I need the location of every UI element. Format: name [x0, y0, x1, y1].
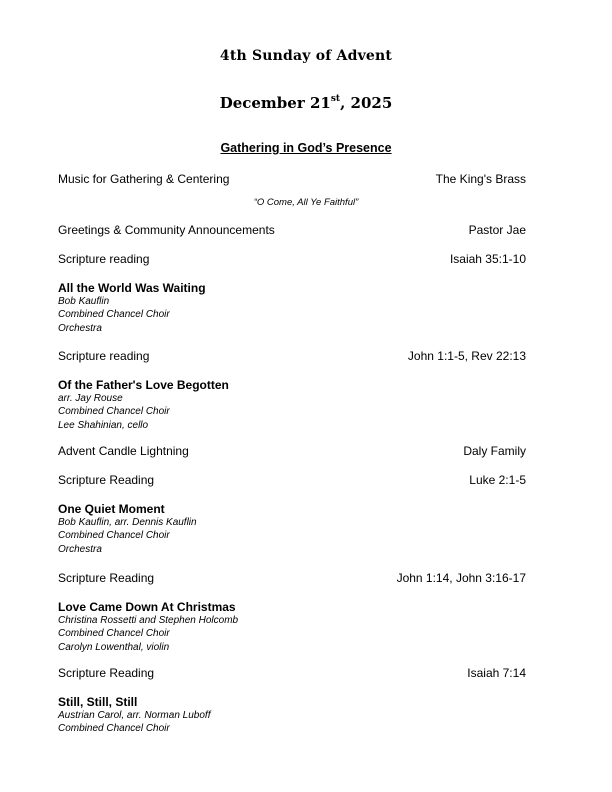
order-item-scripture-3	[58, 473, 526, 488]
anthem-credit: Orchestra	[58, 322, 102, 334]
scripture-reference: Isaiah 35:1-10	[449, 252, 526, 266]
anthem-title: Still, Still, Still	[58, 695, 138, 709]
order-item-label: Music for Gathering & Centering	[58, 172, 230, 186]
anthem-title: Of the Father's Love Begotten	[58, 378, 229, 392]
order-item-scripture-1	[58, 252, 526, 267]
anthem-credit: Bob Kauflin	[58, 296, 110, 307]
anthem-credit: Combined Chancel Choir	[58, 628, 170, 640]
date-prefix: December 21	[219, 94, 331, 112]
order-item-label: Scripture Reading	[58, 666, 155, 680]
date-suffix-ordinal: st	[330, 94, 341, 104]
date-year: , 2025	[340, 94, 393, 112]
anthem-credit: Austrian Carol, arr. Norman Luboff	[58, 710, 211, 721]
order-item-scripture-5	[58, 666, 526, 681]
anthem-credit: Combined Chancel Choir	[58, 723, 170, 735]
order-item-label: Scripture reading	[58, 252, 150, 266]
scripture-reference: John 1:14, John 3:16-17	[396, 571, 526, 585]
anthem-credit: Bob Kauflin, arr. Dennis Kauflin	[58, 517, 197, 528]
order-item-scripture-4	[58, 571, 526, 586]
service-title: 4th Sunday of Advent	[219, 48, 393, 64]
anthem-title: One Quiet Moment	[58, 502, 165, 516]
scripture-reference: Isaiah 7:14	[467, 666, 526, 680]
order-item-label: Scripture Reading	[58, 473, 155, 487]
anthem-credit: Combined Chancel Choir	[58, 406, 170, 418]
anthem-credit: Combined Chancel Choir	[58, 309, 170, 321]
order-item-label: Advent Candle Lightning	[58, 444, 189, 458]
order-item-leader: Daly Family	[463, 444, 526, 458]
anthem-credit: arr. Jay Rouse	[58, 393, 123, 404]
order-item-music-gathering	[58, 172, 526, 187]
section-heading: Gathering in God’s Presence	[220, 141, 392, 155]
order-item-label: Scripture Reading	[58, 571, 155, 585]
order-item-label: Scripture reading	[58, 349, 150, 363]
order-item-scripture-2	[58, 349, 526, 364]
anthem-credit: Carolyn Lowenthal, violin	[58, 641, 170, 653]
scripture-reference: Luke 2:1-5	[469, 473, 526, 487]
order-item-leader: The King's Brass	[435, 172, 526, 186]
anthem-title: Love Came Down At Christmas	[58, 600, 236, 614]
anthem-still-still-still	[58, 695, 528, 736]
service-date	[0, 94, 612, 112]
order-item-leader: Pastor Jae	[468, 223, 526, 237]
order-item-label: Greetings & Community Announcements	[58, 223, 275, 237]
order-item-greetings	[58, 223, 526, 238]
anthem-all-the-world-was-waiting	[58, 281, 528, 335]
anthem-of-the-fathers-love-begotten	[58, 378, 528, 432]
anthem-credit: Christina Rossetti and Stephen Holcomb	[58, 615, 239, 626]
order-item-candle-lighting	[58, 444, 526, 459]
anthem-credit: Orchestra	[58, 543, 102, 555]
anthem-one-quiet-moment	[58, 502, 528, 556]
music-subtitle: “O Come, All Ye Faithful”	[253, 197, 359, 208]
anthem-credit: Combined Chancel Choir	[58, 530, 170, 542]
anthem-credit: Lee Shahinian, cello	[58, 419, 149, 431]
anthem-love-came-down-at-christmas	[58, 600, 528, 654]
scripture-reference: John 1:1-5, Rev 22:13	[407, 349, 526, 363]
anthem-title: All the World Was Waiting	[58, 281, 206, 295]
